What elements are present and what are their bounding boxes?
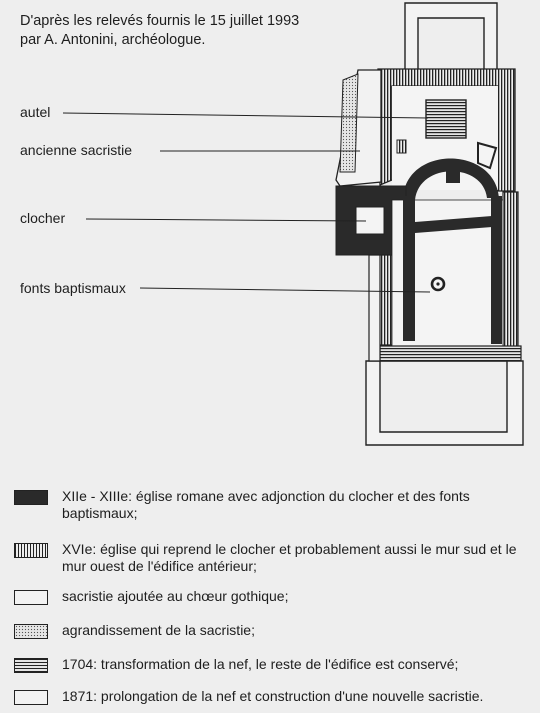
label-fonts-baptismaux: fonts baptismaux xyxy=(20,280,126,296)
credit-line-1: D'après les relevés fournis le 15 juillet 1993 xyxy=(20,13,300,29)
sacristy-extension xyxy=(340,74,358,172)
swatch-solid-black xyxy=(14,490,48,505)
legend-text: 1871: prolongation de la nef et construction d'une nouvelle sacristie. xyxy=(62,688,484,704)
label-autel: autel xyxy=(20,104,51,120)
romanesque-south-wall xyxy=(491,196,502,344)
legend-text: XVIe: église qui reprend le clocher et probablement aussi le mur sud et le mur ouest de l'édifice antérieur; xyxy=(62,541,517,574)
altar xyxy=(426,100,466,138)
nave-1704-wall xyxy=(380,346,521,361)
nave-prolongation-1871 xyxy=(366,361,523,445)
credit-line-2: par A. Antonini, archéologue. xyxy=(20,32,206,48)
old-sacristy-lower xyxy=(369,255,380,361)
new-sacristy-1871 xyxy=(405,3,497,71)
label-clocher: clocher xyxy=(20,210,66,226)
legend-text: 1704: transformation de la nef, le reste de l'édifice est conservé; xyxy=(62,656,459,672)
swatch-dotted xyxy=(14,624,48,639)
baptismal-font-center xyxy=(436,282,439,285)
legend-text: sacristie ajoutée au chœur gothique; xyxy=(62,588,289,604)
romanesque-north-wall xyxy=(403,196,415,341)
choir-opening xyxy=(397,140,406,153)
nave-south-wall xyxy=(503,192,518,348)
legend-text: agrandissement de la sacristie; xyxy=(62,622,255,638)
swatch-white xyxy=(14,690,48,705)
swatch-white xyxy=(14,590,48,605)
label-ancienne-sacristie: ancienne sacristie xyxy=(20,142,133,158)
swatch-vertical-hatch xyxy=(14,543,48,558)
leader-clocher xyxy=(86,219,366,221)
swatch-horizontal-hatch xyxy=(14,658,48,673)
legend-text: XIIe - XIIIe: église romane avec adjonction du clocher et des fonts baptismaux; xyxy=(62,488,470,521)
